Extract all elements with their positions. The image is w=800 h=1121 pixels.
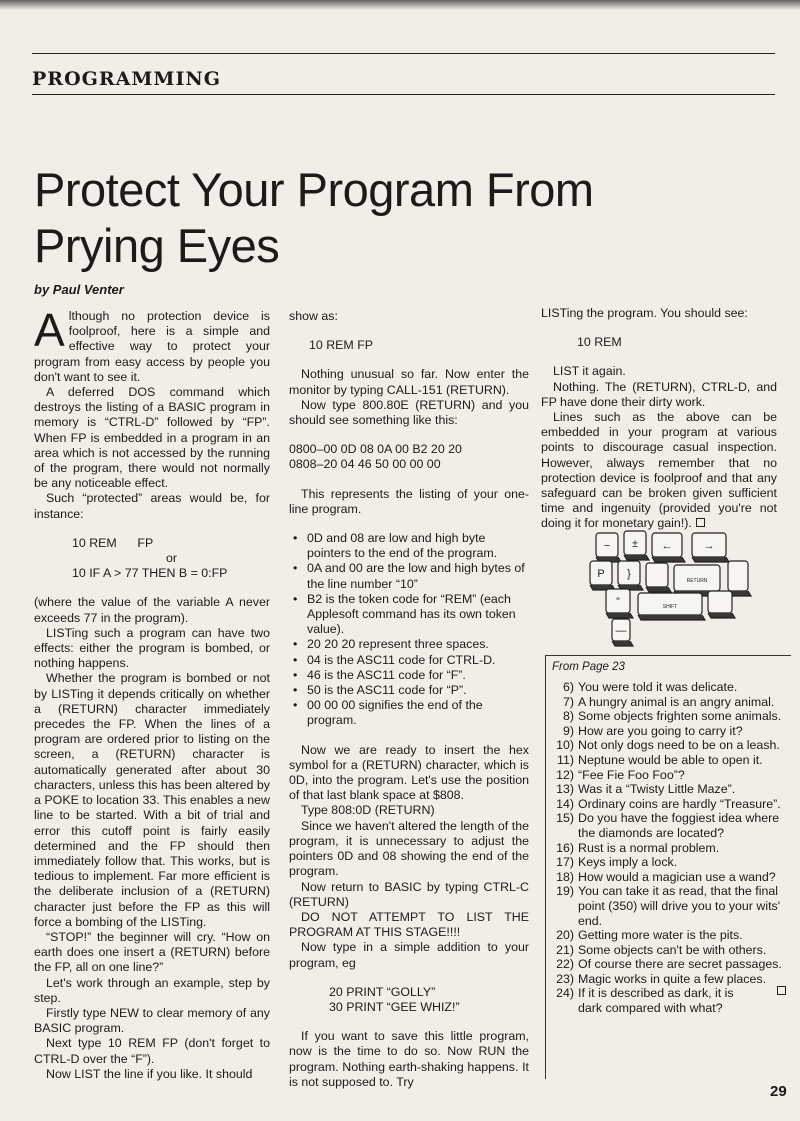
section-heading: PROGRAMMING	[32, 68, 221, 90]
article-title	[34, 162, 774, 274]
hint-item	[546, 841, 786, 856]
col1-paragraph-9: Firstly type NEW to clear memory of any BASIC program.	[34, 1005, 270, 1036]
col1-paragraph-2: A deferred DOS command which destroys the listing of a BASIC program in memory is “CTRL-D” followed by “FP”. When FP is embedded in a program in an area which is not accessed by the running of the program, there would not normally be any noticeable effect.	[34, 385, 270, 491]
list-item: • 0A and 00 are the low and high bytes of the line number “10”	[307, 561, 529, 591]
keyboard-key	[692, 533, 729, 562]
keyboard-key	[618, 561, 643, 590]
hint-number: 24)	[556, 986, 574, 1001]
hint-text: Do you have the foggiest idea where the diamonds are located?	[578, 811, 780, 840]
hint-number: 16)	[556, 840, 574, 855]
col1-paragraph-3: Such “protected” areas would be, for instance:	[34, 491, 270, 521]
svg-text:RETURN: RETURN	[686, 578, 708, 584]
hint-item	[546, 928, 786, 943]
hint-item	[546, 986, 786, 1015]
col1-code-or: or	[166, 551, 178, 566]
hint-item	[546, 972, 786, 987]
hint-item	[546, 782, 786, 797]
col1-paragraph-4: (where the value of the variable A never exceeds 77 in the program).	[34, 595, 270, 625]
hint-number: 21)	[556, 942, 574, 957]
hint-item	[546, 943, 786, 958]
hint-text: Some objects frighten some animals.	[578, 709, 782, 724]
hint-number: 20)	[556, 928, 574, 943]
hint-item	[546, 811, 786, 840]
hint-number: 19)	[556, 884, 574, 899]
hint-item	[546, 768, 786, 783]
hint-number: 9)	[562, 723, 574, 738]
col2-paragraph-10: Now type in a simple addition to your program, eg	[289, 940, 529, 970]
svg-text:P: P	[597, 568, 605, 580]
scan-top-shadow	[0, 0, 800, 10]
hint-text: How would a magician use a wand?	[578, 869, 776, 884]
hint-text: “Fee Fie Foo Foo”?	[578, 767, 685, 782]
hint-item	[546, 884, 786, 928]
hint-number: 7)	[562, 694, 574, 709]
title-line-1: Protect Your Program From	[34, 163, 594, 216]
hint-text: Some objects can't be with others.	[578, 942, 767, 957]
svg-text:←: ←	[661, 540, 673, 552]
hint-number: 15)	[556, 811, 574, 826]
top-rule	[32, 53, 775, 54]
page-number: 29	[770, 1083, 787, 1100]
col1-paragraph-11: Now LIST the line if you like. It should	[46, 1066, 253, 1081]
hint-text: You were told it was delicate.	[578, 680, 738, 694]
keyboard-key	[638, 593, 705, 620]
list-item: • 00 00 00 signifies the end of the program.	[307, 698, 529, 728]
hint-text: You can take it as read, that the final point (350) will drive you to your wits' end.	[578, 884, 781, 928]
hint-item	[546, 724, 786, 739]
column-1	[34, 304, 270, 1082]
col3-paragraph-3: Nothing. The (RETURN), CTRL-D, and FP have done their dirty work.	[541, 379, 777, 409]
byte-explanation-list	[289, 531, 529, 729]
hint-text: Magic works in quite a few places.	[578, 971, 767, 986]
col3-code-1: 10 REM	[577, 335, 622, 350]
hint-text: Of course there are secret passages.	[578, 957, 782, 972]
col1-code-1: 10 REM FP	[72, 535, 154, 550]
col2-hex-line-1: 0800–00 0D 08 0A 00 B2 20 20	[289, 442, 462, 457]
svg-text:SHIFT: SHIFT	[662, 604, 678, 610]
col2-paragraph-3: Now type 800.80E (RETURN) and you should see something like this:	[289, 397, 529, 428]
hint-text: If it is described as dark, it is dark compared with what?	[578, 986, 734, 1016]
col1-paragraph-1: Although no protection device is foolproof, here is a simple and effective way to protect your program from easy access by people you don't want to see it.	[34, 304, 270, 384]
list-item: • 20 20 20 represent three spaces.	[307, 637, 529, 652]
hint-number: 18)	[556, 869, 574, 884]
hints-sidebar	[545, 655, 791, 1079]
hint-item	[546, 957, 786, 972]
hint-number: 23)	[556, 971, 574, 986]
col3-paragraph-4: Lines such as the above can be embedded in your program at various points to discourage casual inspection. However, always remember that no protection device is foolproof and that any safeguard can be broken given sufficient time and ingenuity (provided you're not doing it for monetary gain!).	[541, 410, 777, 531]
keyboard-key	[728, 561, 751, 596]
hint-text: Was it a “Twisty Little Maze”.	[578, 782, 736, 797]
keyboard-illustration	[582, 527, 752, 652]
hint-text: How are you going to carry it?	[578, 723, 743, 738]
col2-code-3: 30 PRINT “GEE WHIZ!”	[329, 999, 460, 1014]
list-item: • 0D and 08 are low and high byte pointers to the end of the program.	[307, 531, 529, 561]
col2-code-2: 20 PRINT “GOLLY”	[329, 984, 436, 999]
hint-text: Neptune would be able to open it.	[578, 752, 763, 767]
end-of-sidebar-mark	[777, 986, 786, 995]
section-rule	[32, 94, 775, 95]
keyboard-key	[590, 561, 615, 590]
list-item: • 50 is the ASC11 code for “P”.	[307, 683, 529, 698]
column-3	[541, 306, 777, 532]
hint-text: Keys imply a lock.	[578, 855, 678, 870]
hint-text: Ordinary coins are hardly “Treasure”.	[578, 796, 781, 811]
col1-code-2: 10 IF A > 77 THEN B = 0:FP	[72, 566, 228, 581]
hint-text: A hungry animal is an angry animal.	[578, 694, 775, 709]
hint-text: Getting more water is the pits.	[578, 928, 743, 943]
col2-paragraph-1: show as:	[289, 309, 338, 323]
hint-item	[546, 753, 786, 768]
keyboard-key	[652, 533, 685, 562]
hint-item	[546, 695, 786, 710]
drop-cap: A	[34, 304, 65, 356]
title-line-2: Prying Eyes	[34, 219, 280, 272]
svg-text:±: ±	[631, 538, 639, 550]
svg-text:}: }	[627, 568, 631, 580]
keyboard-key	[646, 563, 671, 592]
column-2	[289, 309, 529, 1090]
col2-paragraph-6: Type 808:0D (RETURN)	[301, 803, 435, 818]
col2-paragraph-4: This represents the listing of your one-line program.	[289, 486, 529, 516]
hint-item	[546, 855, 786, 870]
col3-paragraph-1: LISTing the program. You should see:	[541, 306, 748, 320]
col1-paragraph-5: LISTing such a program can have two effects: either the program is bombed, or nothing happens.	[34, 625, 270, 671]
col2-paragraph-9: DO NOT ATTEMPT TO LIST THE PROGRAM AT THIS STAGE!!!!	[289, 909, 529, 940]
col1-paragraph-8: Let's work through an example, step by step.	[34, 975, 270, 1005]
sidebar-header: From Page 23	[552, 661, 625, 673]
col2-hex-line-2: 0808–20 04 46 50 00 00 00	[289, 457, 441, 472]
keyboard-key	[708, 591, 735, 618]
hints-list	[546, 680, 786, 1016]
hint-item	[546, 680, 786, 695]
hint-item	[546, 709, 786, 724]
col2-code-1: 10 REM FP	[309, 338, 374, 353]
hint-number: 12)	[556, 767, 574, 782]
list-item: • 04 is the ASC11 code for CTRL-D.	[307, 653, 529, 668]
byline: by Paul Venter	[34, 282, 124, 297]
keyboard-key	[596, 533, 621, 562]
hint-item	[546, 797, 786, 812]
col2-paragraph-2: Nothing unusual so far. Now enter the monitor by typing CALL-151 (RETURN).	[289, 367, 529, 397]
col2-paragraph-7: Since we haven't altered the length of the program, it is unnecessary to adjust the pointers 0D and 08 showing the end of the program.	[289, 818, 529, 879]
hint-number: 22)	[556, 957, 574, 972]
hint-item	[546, 738, 786, 753]
svg-text:—: —	[615, 625, 627, 637]
hint-item	[546, 870, 786, 885]
hint-number: 8)	[562, 709, 574, 724]
col1-paragraph-10: Next type 10 REM FP (don't forget to CTRL-D over the “F”).	[34, 1036, 270, 1066]
col3-paragraph-2: LIST it again.	[553, 364, 626, 379]
hint-number: 13)	[556, 782, 574, 797]
svg-text:→: →	[703, 540, 715, 552]
hint-number: 11)	[557, 752, 574, 767]
col1-paragraph-7: “STOP!” the beginner will cry. “How on earth does one insert a (RETURN) before the FP, all on one line?”	[34, 929, 270, 975]
col2-paragraph-8: Now return to BASIC by typing CTRL-C (RETURN)	[289, 879, 529, 909]
col2-paragraph-11: If you want to save this little program, now is the time to do so. Now RUN the program. Nothing earth-shaking happens. It is not supposed to. Try	[289, 1029, 529, 1089]
svg-text:”: ”	[616, 596, 620, 608]
col1-paragraph-6: Whether the program is bombed or not by LISTing it depends critically on whether a (RETURN) character immediately precedes the FP. When the lines of a program are ordered prior to listing on the screen, a (RETURN) character is automatically generated after about 30 characters, unless this has been altered by a POKE to location 33. This enables a new line to be started. With a bit of trial and error this cutoff point is fairly easily determined and the FP should then immediately follow that. This works, but is tedious to implement. Far more efficient is the deliberate inclusion of a (RETURN) character just before the FP as this will force a bombing of the LISTing.	[34, 671, 270, 929]
hint-text: Rust is a normal problem.	[578, 840, 720, 855]
hint-number: 14)	[556, 796, 574, 811]
hint-text: Not only dogs need to be on a leash.	[578, 738, 780, 753]
keyboard-key	[612, 619, 633, 646]
col2-paragraph-5: Now we are ready to insert the hex symbol for a (RETURN) character, which is 0D, into the program. Let's use the position of that last blank space at $808.	[289, 742, 529, 803]
hint-number: 6)	[562, 680, 574, 694]
keyboard-key	[624, 531, 649, 560]
svg-text:−: −	[603, 540, 611, 552]
list-item: • B2 is the token code for “REM” (each Applesoft command has its own token value).	[307, 592, 529, 638]
hint-number: 17)	[556, 855, 574, 870]
hint-number: 10)	[556, 738, 574, 753]
list-item: • 46 is the ASC11 code for “F”.	[307, 668, 529, 683]
keyboard-key	[606, 589, 633, 618]
